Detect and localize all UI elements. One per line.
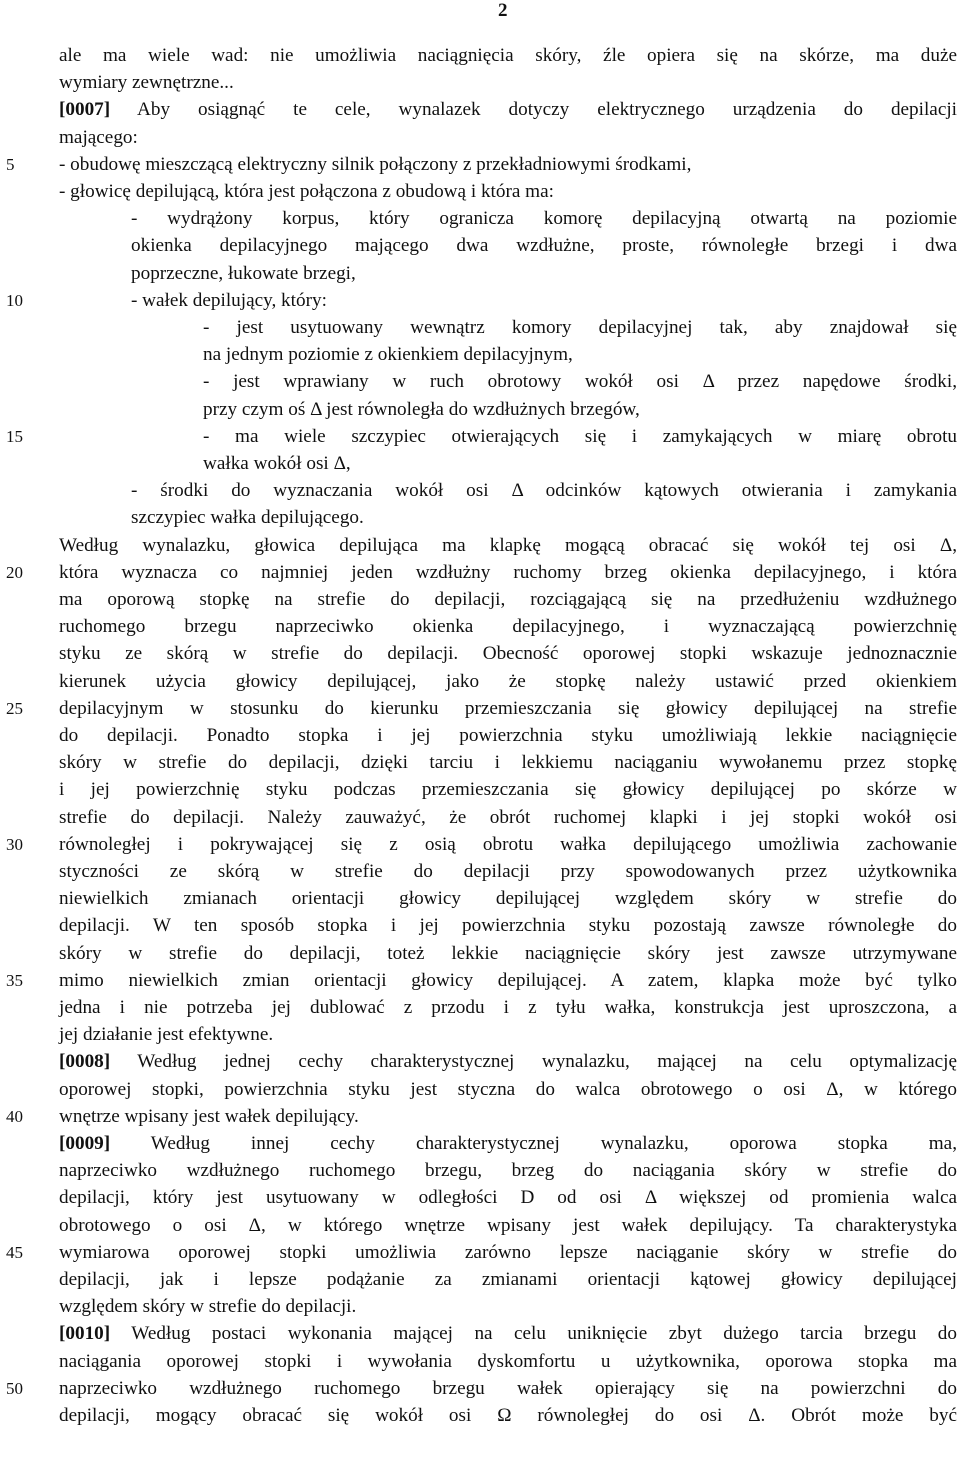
line-text: względem skóry w strefie do depilacji. (59, 1296, 357, 1318)
text-line (203, 368, 957, 395)
text-line (59, 831, 957, 858)
text-line (59, 1348, 957, 1375)
text-line (59, 69, 234, 96)
line-text: jedna i nie potrzeba jej dublować z przodu i z tyłu wałka, konstrukcja jest uproszczona, a (59, 997, 957, 1018)
text-line (59, 1021, 273, 1048)
text-line (59, 1048, 957, 1075)
line-text: która wyznacza co najmniej jeden wzdłużny ruchomy brzeg okienka depilacyjnego, i która (59, 561, 957, 583)
line-text: poprzeczne, łukowate brzegi, (131, 262, 356, 284)
line-text: wałka wokół osi Δ, (203, 453, 351, 474)
text-line (59, 178, 554, 205)
line-text: - ma wiele szczypiec otwierających się i zamykających w miarę obrotu (203, 425, 957, 447)
line-text: - jest wprawiany w ruch obrotowy wokół osi Δ przez napędowe środki, (203, 371, 957, 393)
text-line (131, 504, 364, 531)
text-line (59, 695, 957, 722)
line-text: i jej powierzchnię styku podczas przemieszczania się głowicy depilującej po skórze w (59, 779, 957, 801)
line-text: Według wynalazku, głowica depilująca ma klapkę mogącą obracać się wokół tej osi Δ, (59, 534, 957, 556)
text-line (59, 1402, 957, 1429)
text-line (59, 1212, 957, 1239)
text-line (59, 994, 957, 1021)
line-number: 35 (6, 970, 23, 990)
line-text: strefie do depilacji. Należy zauważyć, że obrót ruchomej klapki i jej stopki wokół osi (59, 806, 957, 828)
line-text: Według postaci wykonania mającej na celu uniknięcie zbyt dużego tarcia brzegu do (110, 1323, 957, 1345)
text-line (59, 96, 957, 123)
text-line (131, 260, 356, 287)
line-text: Według innej cechy charakterystycznej wynalazku, oporowa stopka ma, (110, 1133, 957, 1154)
line-text: ma oporową stopkę na strefie do depilacji, rozciągającą się na przedłużeniu wzdłużnego (59, 589, 957, 610)
line-text: szczypiec wałka depilującego. (131, 507, 364, 529)
line-text: - jest usytuowany wewnątrz komory depilacyjnej tak, aby znajdował się (203, 317, 957, 338)
paragraph-number: [0010] (59, 1323, 111, 1345)
line-text: naciągania oporowej stopki i wywołania dyskomfortu u użytkownika, oporowa stopka ma (59, 1350, 957, 1372)
line-text: wymiarowa oporowej stopki umożliwia zarówno lepsze naciąganie skóry w strefie do (59, 1241, 957, 1263)
line-number: 50 (6, 1378, 23, 1398)
text-line (131, 205, 957, 232)
text-line (59, 559, 957, 586)
line-text: - głowicę depilującą, która jest połączona z obudową i która ma: (59, 181, 554, 202)
line-text: wymiary zewnętrzne... (59, 72, 234, 94)
text-line (59, 722, 957, 749)
line-text: naprzeciwko wzdłużnego ruchomego brzegu, brzeg do naciągania skóry w strefie do (59, 1160, 957, 1182)
line-text: - środki do wyznaczania wokół osi Δ odcinków kątowych otwierania i zamykania (131, 480, 957, 502)
line-number: 10 (6, 290, 23, 310)
text-line (59, 586, 957, 613)
text-line (59, 1239, 957, 1266)
paragraph-number: [0008] (59, 1051, 111, 1073)
line-text: kierunek użycia głowicy depilującej, jako że stopkę należy ustawić przed okienkiem (59, 670, 957, 692)
text-line (59, 613, 957, 640)
paragraph-number: [0007] (59, 99, 111, 121)
line-text: skóry w strefie do depilacji, toteż lekkie naciągnięcie skóry jest zawsze utrzymywane (59, 942, 957, 964)
line-text: depilacji, jak i lepsze podążanie za zmianami orientacji kątowej głowicy depilującej (59, 1269, 957, 1290)
text-line (59, 640, 957, 667)
text-line (59, 1320, 957, 1347)
line-text: depilacji. W ten sposób stopka i jej powierzchnia styku pozostają zawsze równoległe do (59, 915, 957, 937)
text-line (59, 940, 957, 967)
text-line (59, 1157, 957, 1184)
line-text: skóry w strefie do depilacji, dzięki tarciu i lekkiemu naciąganiu wywołanemu przez stopkę (59, 752, 957, 774)
line-text: niewielkich zmianach orientacji głowicy depilującej względem skóry w strefie do (59, 888, 957, 910)
line-text: - wałek depilujący, który: (131, 289, 327, 311)
paragraph-number: [0009] (59, 1133, 111, 1154)
text-line (59, 1103, 359, 1130)
line-number: 15 (6, 426, 23, 446)
line-text: na jednym poziomie z okienkiem depilacyjnym, (203, 344, 573, 366)
text-line (203, 450, 351, 477)
line-text: styku ze skórą w strefie do depilacji. Obecność oporowej stopki wskazuje jednoznacznie (59, 643, 957, 665)
page-number: 2 (498, 0, 508, 21)
line-text: oporowej stopki, powierzchnia styku jest styczna do walca obrotowego o osi Δ, w którego (59, 1078, 957, 1100)
line-text: depilacji, mogący obracać się wokół osi Ω równoległej do osi Δ. Obrót może być (59, 1405, 957, 1426)
line-text: równoległej i pokrywającej się z osią obrotu wałka depilującego umożliwia zachowanie (59, 833, 957, 855)
line-text: ale ma wiele wad: nie umożliwia naciągnięcia skóry, źle opiera się na skórze, ma duże (59, 45, 957, 66)
line-number: 5 (6, 154, 15, 174)
text-line (203, 423, 957, 450)
line-text: jej działanie jest efektywne. (59, 1024, 274, 1046)
text-line (59, 124, 138, 151)
line-text: do depilacji. Ponadto stopka i jej powierzchnia styku umożliwiają lekkie naciągnięcie (59, 725, 957, 746)
line-number: 40 (6, 1106, 23, 1126)
line-text: depilacji, który jest usytuowany w odległości D od osi Δ większej od promienia walca (59, 1187, 957, 1209)
text-line (59, 749, 957, 776)
line-text: mającego: (59, 126, 138, 148)
text-line (59, 1375, 957, 1402)
line-text: naprzeciwko wzdłużnego ruchomego brzegu wałek opierający się na powierzchni do (59, 1377, 957, 1399)
line-text: przy czym oś Δ jest równoległa do wzdłużnych brzegów, (203, 398, 640, 420)
text-line (59, 804, 957, 831)
text-line (203, 341, 573, 368)
text-line (203, 396, 640, 423)
text-line (59, 1266, 957, 1293)
text-line (131, 477, 957, 504)
line-text: styczności ze skórą w strefie do depilacji przy spowodowanych przez użytkownika (59, 861, 957, 882)
text-line (59, 1184, 957, 1211)
text-line (59, 532, 957, 559)
text-line (131, 232, 957, 259)
line-text: - wydrążony korpus, który ogranicza komorę depilacyjną otwartą na poziomie (131, 208, 957, 230)
line-number: 45 (6, 1242, 23, 1262)
text-line (59, 42, 957, 69)
line-text: obrotowego o osi Δ, w którego wnętrze wpisany jest wałek depilujący. Ta charakterystyka (59, 1214, 957, 1236)
line-text: okienka depilacyjnego mającego dwa wzdłużne, proste, równoległe brzegi i dwa (131, 235, 957, 257)
text-line (59, 776, 957, 803)
text-line (59, 912, 957, 939)
text-line (59, 1130, 957, 1157)
text-line (203, 314, 957, 341)
line-number: 30 (6, 834, 23, 854)
line-text: ruchomego brzegu naprzeciwko okienka depilacyjnego, i wyznaczającą powierzchnię (59, 616, 957, 638)
text-line (59, 858, 957, 885)
line-text: mimo niewielkich zmian orientacji głowicy depilującej. A zatem, klapka może być tylko (59, 969, 957, 991)
text-line (59, 967, 957, 994)
line-text: Aby osiągnąć te cele, wynalazek dotyczy elektrycznego urządzenia do depilacji (110, 99, 957, 121)
text-line (59, 151, 691, 178)
text-line (59, 668, 957, 695)
line-text: - obudowę mieszczącą elektryczny silnik połączony z przekładniowymi środkami, (59, 153, 692, 175)
line-text: depilacyjnym w stosunku do kierunku przemieszczania się głowicy depilującej na strefie (59, 697, 957, 719)
text-line (59, 885, 957, 912)
line-number: 20 (6, 562, 23, 582)
text-line (59, 1293, 356, 1320)
line-text: wnętrze wpisany jest wałek depilujący. (59, 1105, 359, 1127)
text-line (131, 287, 327, 314)
line-text: Według jednej cechy charakterystycznej wynalazku, mającej na celu optymalizację (110, 1051, 957, 1073)
line-number: 25 (6, 698, 23, 718)
text-line (59, 1076, 957, 1103)
